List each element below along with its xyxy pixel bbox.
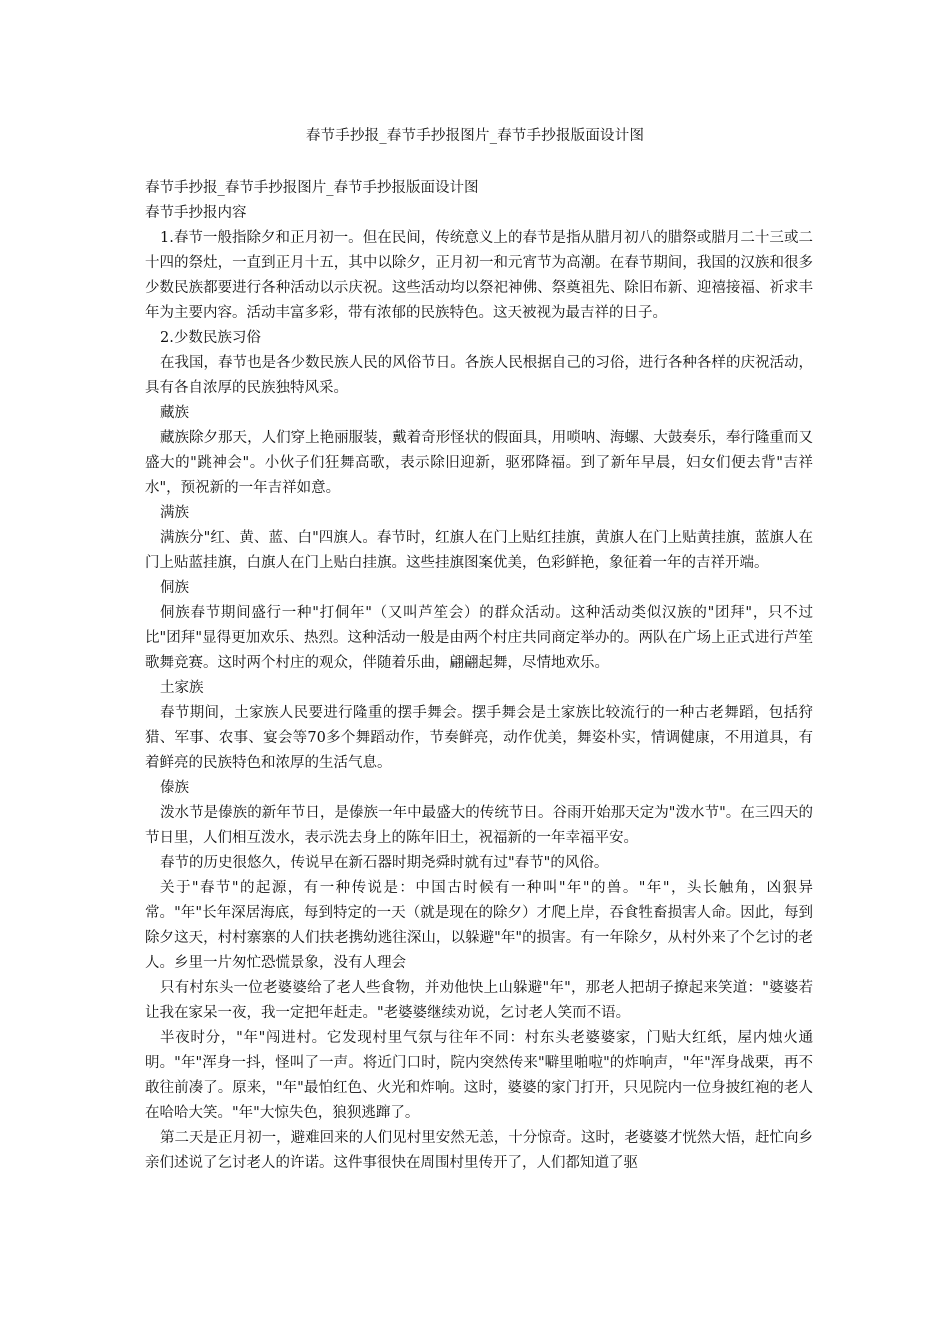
paragraph: 春节手抄报_春节手抄报图片_春节手抄报版面设计图 [145, 180, 479, 196]
paragraph: 春节手抄报内容 [145, 205, 247, 221]
paragraph: 土家族 [160, 680, 204, 696]
document-body [145, 176, 813, 1176]
paragraph: 半夜时分，"年"闯进村。它发现村里气氛与往年不同：村东头老婆婆家，门贴大红纸，屋内烛火通明。"年"浑身一抖，怪叫了一声。将近门口时，院内突然传来"噼里啪啦"的炸响声，"年"浑身战栗，再不敢往前凑了。原来，"年"最怕红色、火光和炸响。这时，婆婆的家门打开，只见院内一位身披红袍的老人在哈哈大笑。"年"大惊失色，狼狈逃蹿了。 [145, 1030, 813, 1121]
paragraph: 春节的历史很悠久，传说早在新石器时期尧舜时就有过"春节"的风俗。 [160, 855, 609, 871]
paragraph: 关于"春节"的起源，有一种传说是：中国古时候有一种叫"年"的兽。"年"，头长触角，凶狠异常。"年"长年深居海底，每到特定的一天（就是现在的除夕）才爬上岸，吞食牲畜损害人命。因此，每到除夕这天，村村寨寨的人们扶老携幼逃往深山，以躲避"年"的损害。有一年除夕，从村外来了个乞讨的老人。乡里一片匆忙恐慌景象，没有人理会 [145, 880, 813, 971]
paragraph: 1.春节一般指除夕和正月初一。但在民间，传统意义上的春节是指从腊月初八的腊祭或腊月二十三或二十四的祭灶，一直到正月十五，其中以除夕，正月初一和元宵节为高潮。在春节期间，我国的汉族和很多少数民族都要进行各种活动以示庆祝。这些活动均以祭祀神佛、祭奠祖先、除旧布新、迎禧接福、祈求丰年为主要内容。活动丰富多彩，带有浓郁的民族特色。这天被视为最吉祥的日子。 [145, 230, 813, 321]
paragraph: 傣族 [160, 780, 189, 796]
paragraph: 藏族 [160, 405, 189, 421]
paragraph: 满族 [160, 505, 189, 521]
paragraph: 侗族 [160, 580, 189, 596]
paragraph: 只有村东头一位老婆婆给了老人些食物，并劝他快上山躲避"年"，那老人把胡子撩起来笑道："婆婆若让我在家呆一夜，我一定把年赶走。"老婆婆继续劝说，乞讨老人笑而不语。 [145, 980, 813, 1021]
paragraph: 在我国，春节也是各少数民族人民的风俗节日。各族人民根据自己的习俗，进行各种各样的庆祝活动，具有各自浓厚的民族独特风采。 [145, 355, 813, 396]
paragraph: 满族分"红、黄、蓝、白"四旗人。春节时，红旗人在门上贴红挂旗，黄旗人在门上贴黄挂旗，蓝旗人在门上贴蓝挂旗，白旗人在门上贴白挂旗。这些挂旗图案优美，色彩鲜艳，象征着一年的吉祥开端。 [145, 530, 813, 571]
paragraph: 藏族除夕那天，人们穿上艳丽服装，戴着奇形怪状的假面具，用唢呐、海螺、大鼓奏乐，奉行隆重而又盛大的"跳神会"。小伙子们狂舞高歌，表示除旧迎新，驱邪降福。到了新年早晨，妇女们便去背"吉祥水"，预祝新的一年吉祥如意。 [145, 430, 813, 496]
paragraph: 春节期间，土家族人民要进行隆重的摆手舞会。摆手舞会是土家族比较流行的一种古老舞蹈，包括狩猎、军事、农事、宴会等70多个舞蹈动作，节奏鲜亮，动作优美，舞姿朴实，情调健康，不用道具，有着鲜亮的民族特色和浓厚的生活气息。 [145, 705, 813, 771]
document-title: 春节手抄报_春节手抄报图片_春节手抄报版面设计图 [305, 128, 645, 144]
paragraph: 泼水节是傣族的新年节日，是傣族一年中最盛大的传统节日。谷雨开始那天定为"泼水节"。在三四天的节日里，人们相互泼水，表示洗去身上的陈年旧土，祝福新的一年幸福平安。 [145, 805, 813, 846]
paragraph: 侗族春节期间盛行一种"打侗年"（又叫芦笙会）的群众活动。这种活动类似汉族的"团拜"，只不过比"团拜"显得更加欢乐、热烈。这种活动一般是由两个村庄共同商定举办的。两队在广场上正式进行芦笙歌舞竞赛。这时两个村庄的观众，伴随着乐曲，翩翩起舞，尽情地欢乐。 [145, 605, 813, 671]
paragraph: 2.少数民族习俗 [160, 330, 261, 346]
paragraph: 第二天是正月初一，避难回来的人们见村里安然无恙，十分惊奇。这时，老婆婆才恍然大悟，赶忙向乡亲们述说了乞讨老人的许诺。这件事很快在周围村里传开了，人们都知道了驱 [145, 1130, 813, 1171]
